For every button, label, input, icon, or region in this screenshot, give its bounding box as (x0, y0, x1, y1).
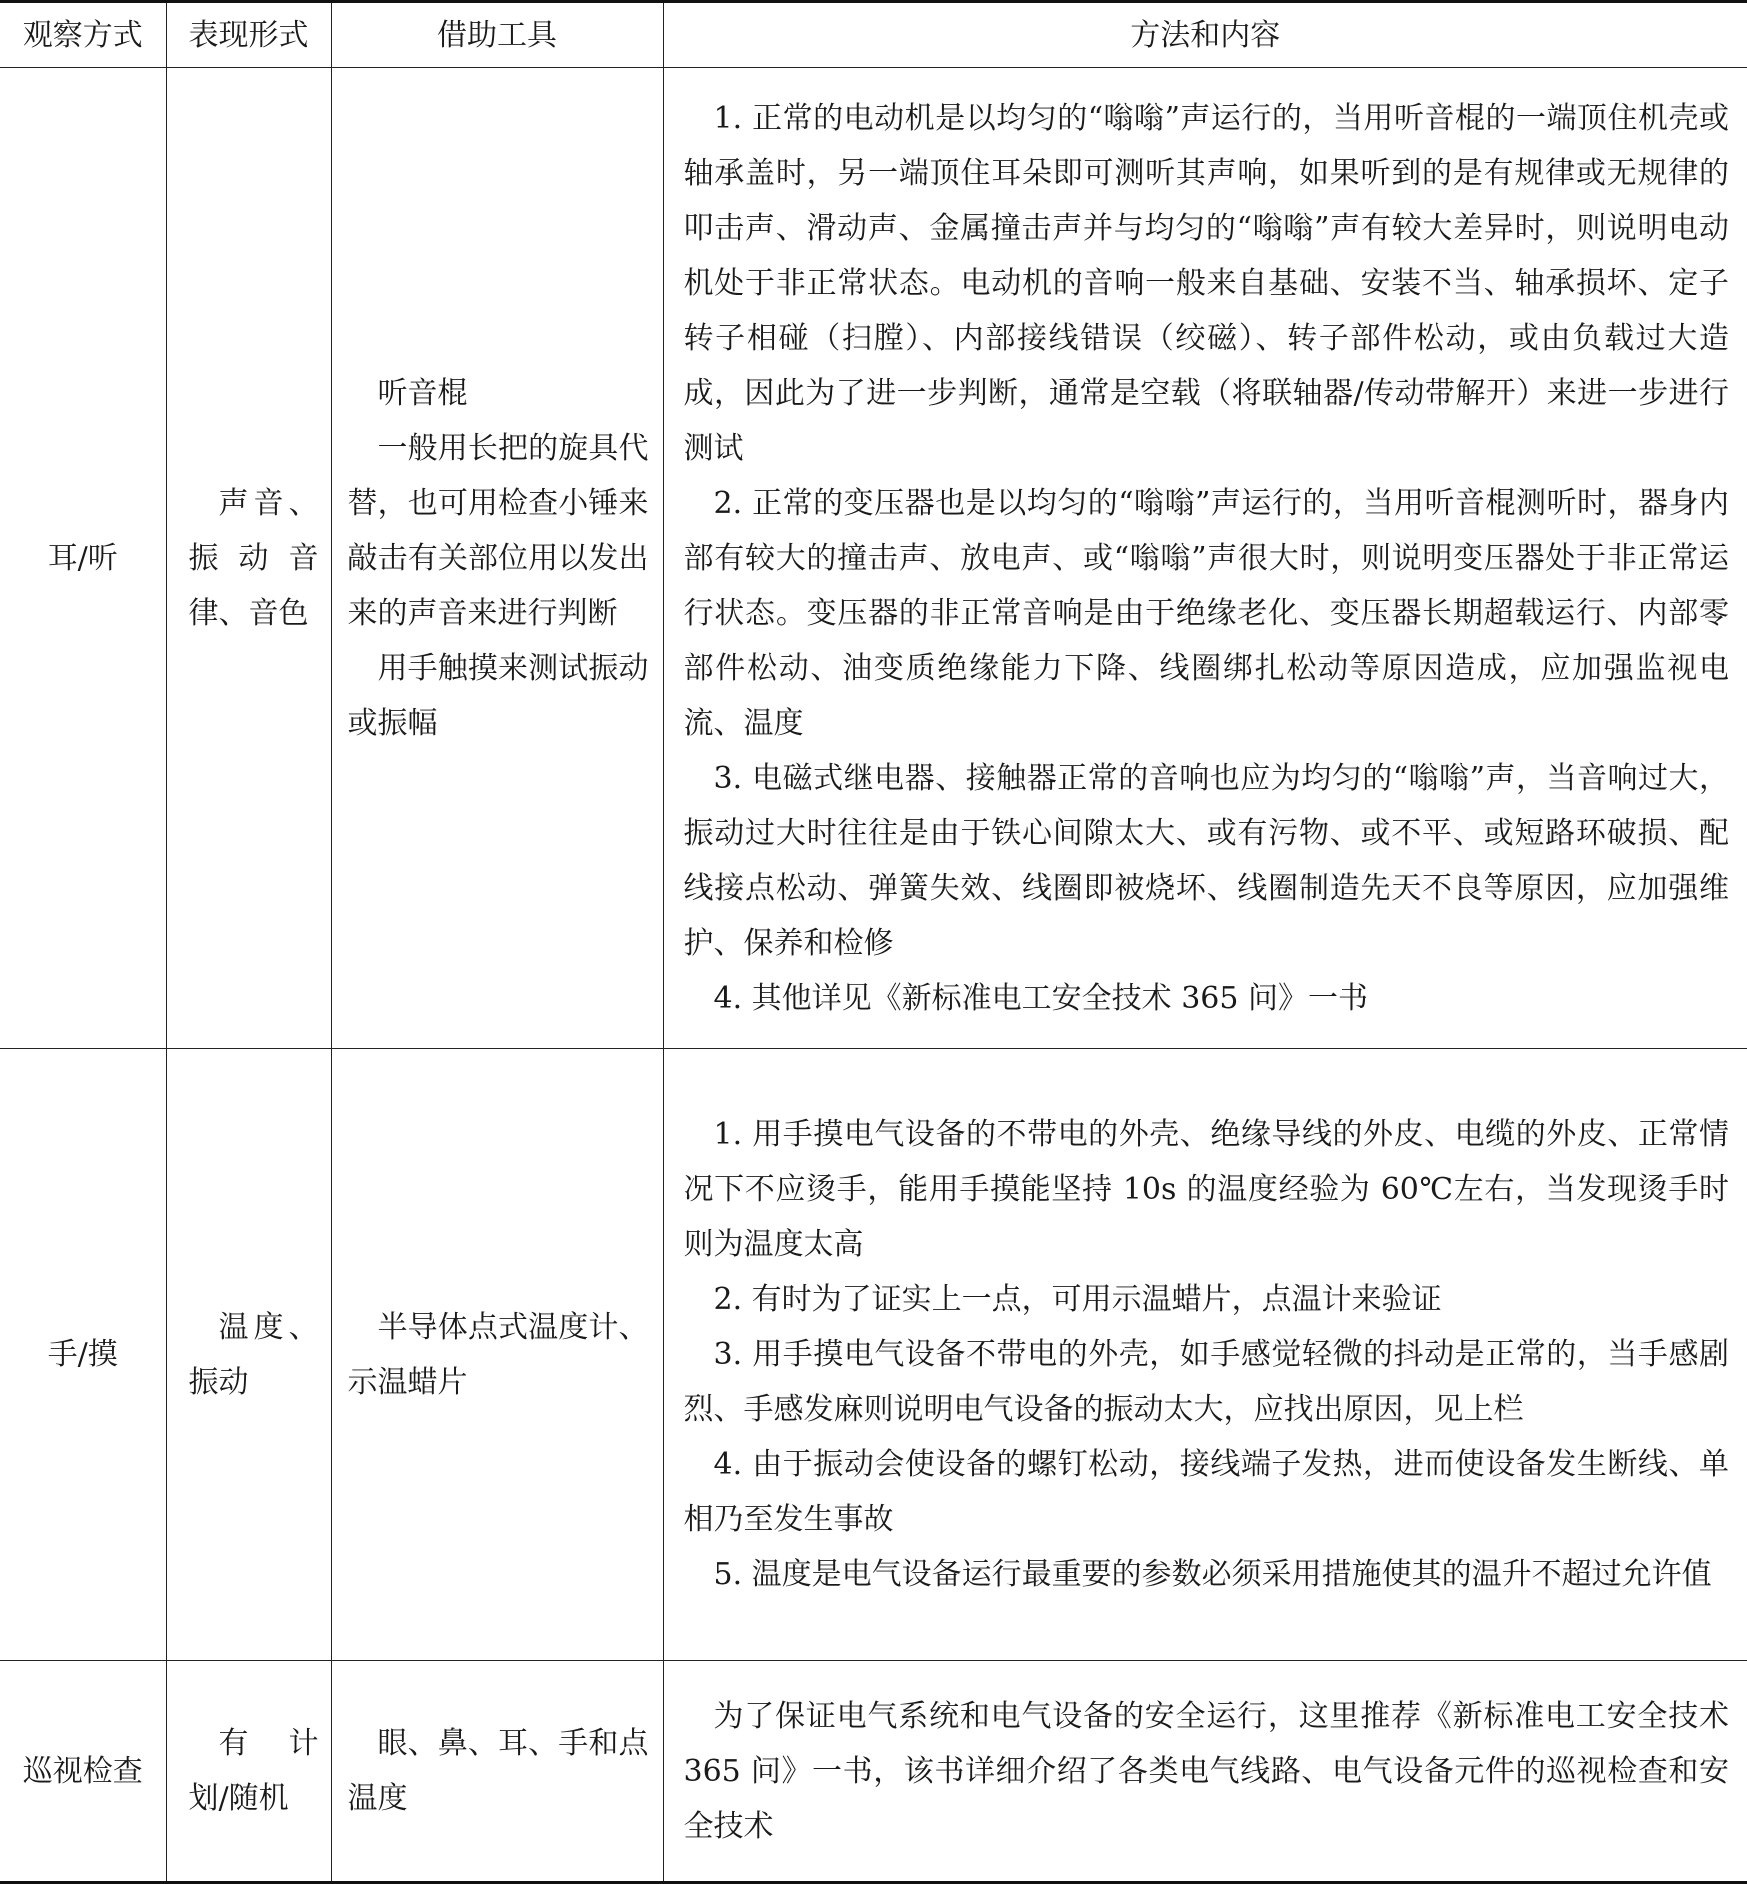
cell-tools (331, 1661, 663, 1883)
tool-line: 眼、鼻、耳、手和点温度 (347, 1726, 649, 1816)
tool-line: 一般用长把的旋具代替，也可用检查小锤来敲击有关部位用以发出来的声音来进行判断 (347, 430, 649, 631)
form-text: 温度、振动 (188, 1309, 319, 1400)
tool-line: 用手触摸来测试振动或振幅 (347, 650, 649, 741)
table-row (0, 1049, 1747, 1661)
cell-mode: 巡视检查 (0, 1661, 166, 1883)
content-paragraph: 2. 正常的变压器也是以均匀的“嗡嗡”声运行的，当用听音棍测听时，器身内部有较大的撞击声、放电声、或“嗡嗡”声很大时，则说明变压器处于非正常运行状态。变压器的非正常音响是由于绝缘老化、变压器长期超载运行、内部零部件松动、油变质绝缘能力下降、线圈绑扎松动等原因造成，应加强监视电流、温度 (683, 485, 1729, 741)
content-paragraph: 4. 由于振动会使设备的螺钉松动，接线端子发热，进而使设备发生断线、单相乃至发生事故 (683, 1447, 1729, 1537)
cell-tools (331, 1049, 663, 1661)
form-text: 有计划/随机 (188, 1726, 319, 1816)
content-paragraph: 5. 温度是电气设备运行最重要的参数必须采用措施使其的温升不超过允许值 (713, 1557, 1712, 1592)
header-tools: 借助工具 (331, 2, 663, 68)
cell-form (166, 68, 331, 1049)
content-paragraph: 1. 用手摸电气设备的不带电的外壳、绝缘导线的外皮、电缆的外皮、正常情况下不应烫手，能用手摸能坚持 10s 的温度经验为 60℃左右，当发现烫手时则为温度太高 (683, 1117, 1729, 1262)
tool-line: 听音棍 (377, 375, 468, 411)
table-row (0, 68, 1747, 1049)
table-row (0, 1661, 1747, 1883)
content-paragraph: 2. 有时为了证实上一点，可用示温蜡片，点温计来验证 (713, 1282, 1442, 1317)
cell-content (663, 1661, 1747, 1883)
cell-content (663, 68, 1747, 1049)
cell-mode: 耳/听 (0, 68, 166, 1049)
header-method-content: 方法和内容 (663, 2, 1747, 68)
form-text: 声音、振动音律、音色 (188, 485, 319, 631)
cell-content (663, 1049, 1747, 1661)
header-manifestation: 表现形式 (166, 2, 331, 68)
cell-form (166, 1049, 331, 1661)
tool-line: 半导体点式温度计、示温蜡片 (347, 1309, 649, 1400)
content-paragraph: 1. 正常的电动机是以均匀的“嗡嗡”声运行的，当用听音棍的一端顶住机壳或轴承盖时，另一端顶住耳朵即可测听其声响，如果听到的是有规律或无规律的叩击声、滑动声、金属撞击声并与均匀的“嗡嗡”声有较大差异时，则说明电动机处于非正常状态。电动机的音响一般来自基础、安装不当、轴承损坏、定子转子相碰（扫膛）、内部接线错误（绞磁）、转子部件松动，或由负载过大造成，因此为了进一步判断，通常是空载（将联轴器/传动带解开）来进一步进行测试 (683, 100, 1729, 466)
content-paragraph: 4. 其他详见《新标准电工安全技术 365 问》一书 (713, 980, 1368, 1016)
header-observation-mode: 观察方式 (0, 2, 166, 68)
content-paragraph: 3. 用手摸电气设备不带电的外壳，如手感觉轻微的抖动是正常的，当手感剧烈、手感发麻则说明电气设备的振动太大，应找出原因，见上栏 (683, 1337, 1729, 1427)
cell-tools (331, 68, 663, 1049)
content-paragraph: 为了保证电气系统和电气设备的安全运行，这里推荐《新标准电工安全技术 365 问》一书，该书详细介绍了各类电气线路、电气设备元件的巡视检查和安全技术 (683, 1698, 1729, 1844)
table-header-row (0, 2, 1747, 68)
content-paragraph: 3. 电磁式继电器、接触器正常的音响也应为均匀的“嗡嗡”声，当音响过大，振动过大时往往是由于铁心间隙太大、或有污物、或不平、或短路环破损、配线接点松动、弹簧失效、线圈即被烧坏、线圈制造先天不良等原因，应加强维护、保养和检修 (683, 760, 1729, 961)
cell-form (166, 1661, 331, 1883)
cell-mode: 手/摸 (0, 1049, 166, 1661)
